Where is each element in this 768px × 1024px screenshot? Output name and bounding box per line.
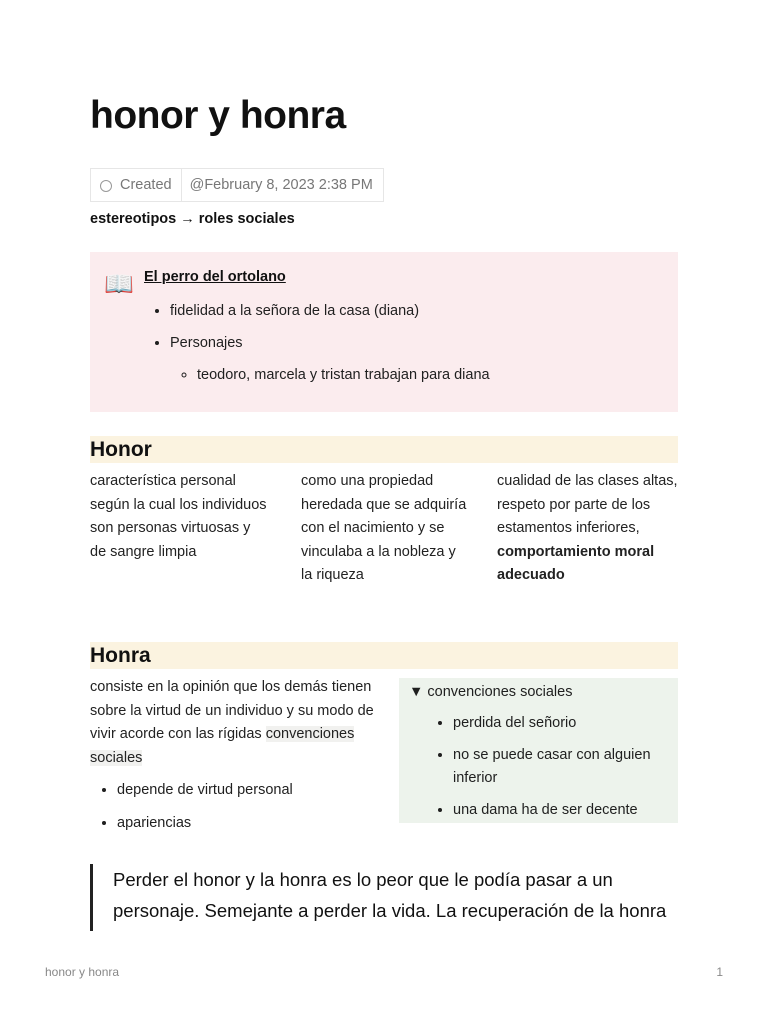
honor-heading: Honor [90,436,678,463]
property-label: Created [120,177,172,193]
nested-list-item: ◦ teodoro, marcela y tristan trabajan para diana [197,365,490,385]
toggle-header[interactable]: ▼ convenciones sociales [409,684,573,700]
clock-icon [100,180,112,192]
honra-paragraph [90,676,380,770]
toggle-list [453,712,673,831]
highlighted-text: convenciones sociales [90,726,355,766]
honra-bullets [117,780,293,846]
property-value: @February 8, 2023 2:38 PM [189,177,373,193]
list-item: • depende de virtud personal [117,780,293,800]
honor-column-2: como una propiedad heredada que se adquiría con el nacimiento y se vinculaba a la nobleza y la riqueza [301,473,467,583]
honra-text: consiste en la opinión que los demás tienen sobre la virtud de un individuo y su modo de vivir acorde con las rígidas [90,679,374,742]
callout-list [170,301,490,397]
list-item: • perdida del señorio [453,712,673,735]
toggle-block [399,678,678,823]
honor-col3-bold: comportamiento moral adecuado [497,543,655,583]
list-item-text: Personajes [170,335,243,351]
subline-text: estereotipos → roles sociales [90,211,295,227]
book-icon: 📖 [104,271,134,298]
quote-text: Perder el honor y la honra es lo peor que le podía pasar a un personaje. Semejante a perder la vida. La recuperación de la honra [113,869,667,921]
honor-col3-text: cualidad de las clases altas, respeto por parte de los estamentos inferiores, [497,473,678,536]
list-item: • no se puede casar con alguien inferior [453,744,673,790]
page-number: 1 [716,965,723,979]
footer-title: honor y honra [45,965,120,979]
created-property [90,168,384,202]
honor-column-3 [497,470,678,588]
nested-list [170,365,490,385]
property-key [91,169,182,201]
page-title: honor y honra [90,94,346,137]
list-item: • una dama ha de ser decente [453,799,673,822]
honor-column-1: característica personal según la cual los individuos son personas virtuosas y de sangre limpia [90,473,267,560]
list-item: • apariencias [117,813,293,833]
honra-heading: Honra [90,642,678,669]
list-item [170,333,490,385]
quote-block [90,864,681,931]
callout-title-link[interactable]: El perro del ortolano [144,269,286,285]
list-item: • fidelidad a la señora de la casa (diana) [170,301,490,321]
callout-block [90,252,678,412]
